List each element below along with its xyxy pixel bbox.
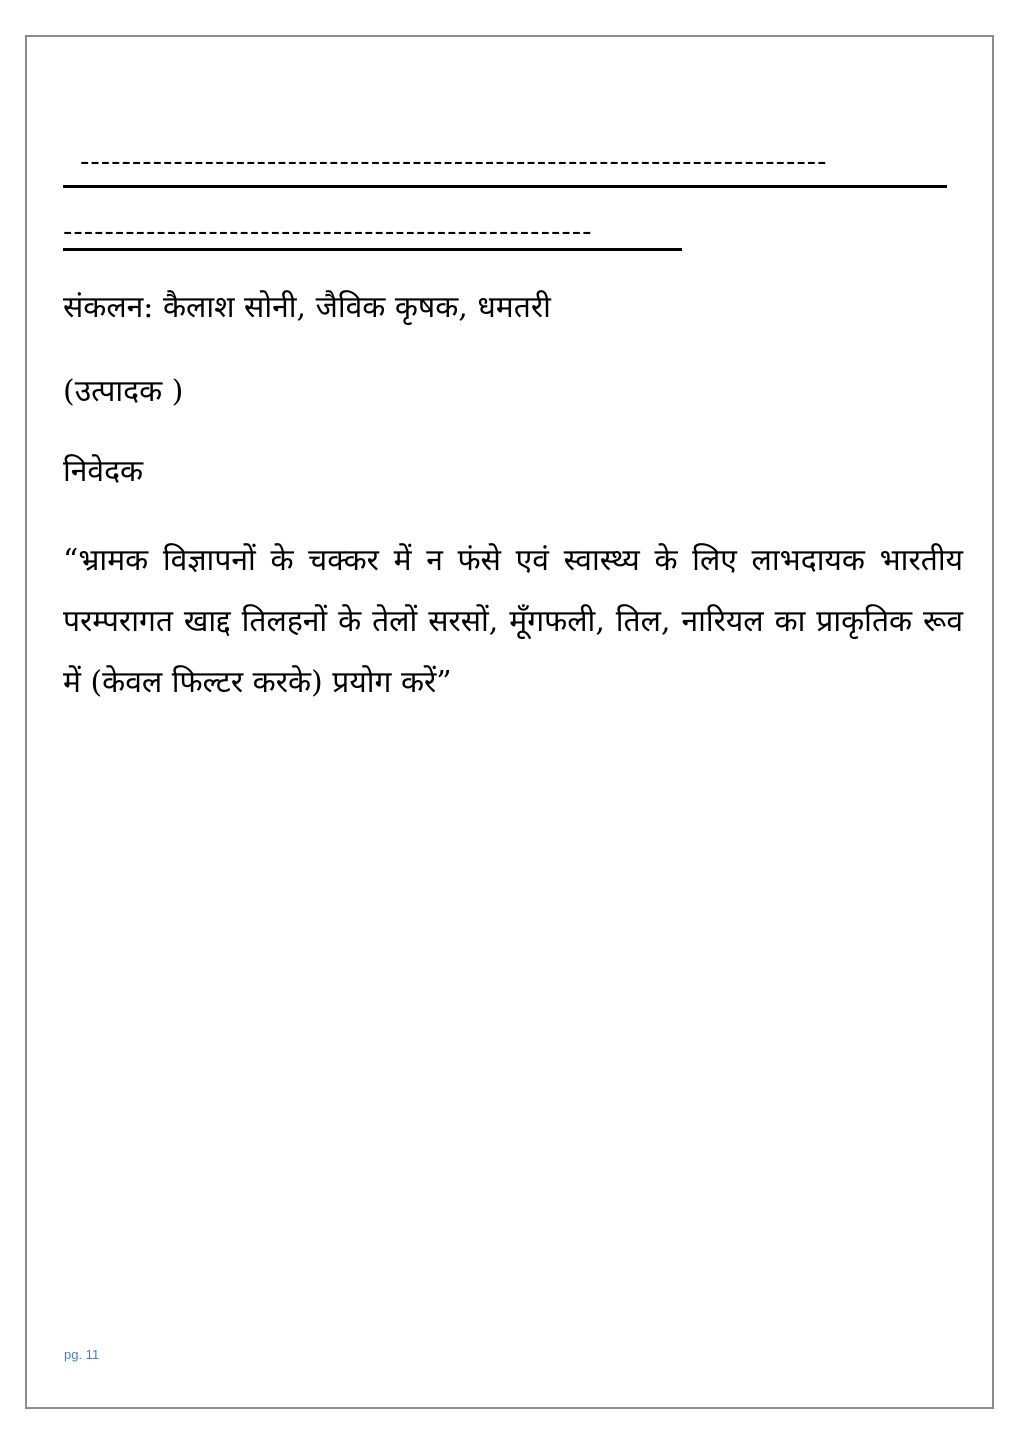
separator-underline-short <box>63 248 682 251</box>
page-number: pg. 11 <box>64 1347 100 1362</box>
compiler-credit: संकलन: कैलाश सोनी, जैविक कृषक, धमतरी <box>63 290 551 325</box>
producer-label: (उत्पादक ) <box>63 374 184 409</box>
dash-separator-line-short: --------------------------------------------------- <box>63 217 593 247</box>
appeal-paragraph: “भ्रामक विज्ञापनों के चक्कर में न फंसे एवं स्वास्थ्य के लिए लाभदायक भारतीय परम्परागत खाद्द तिलहनों के तेलों सरसों, मूँगफली, तिल, नारियल का प्राकृतिक रूव में (केवल फिल्टर करके) प्रयोग करें” <box>63 543 963 700</box>
separator-underline <box>63 185 947 188</box>
requester-label: निवेदक <box>63 454 144 489</box>
dash-separator-line: ------------------------------------------------------------------------ <box>80 147 828 177</box>
